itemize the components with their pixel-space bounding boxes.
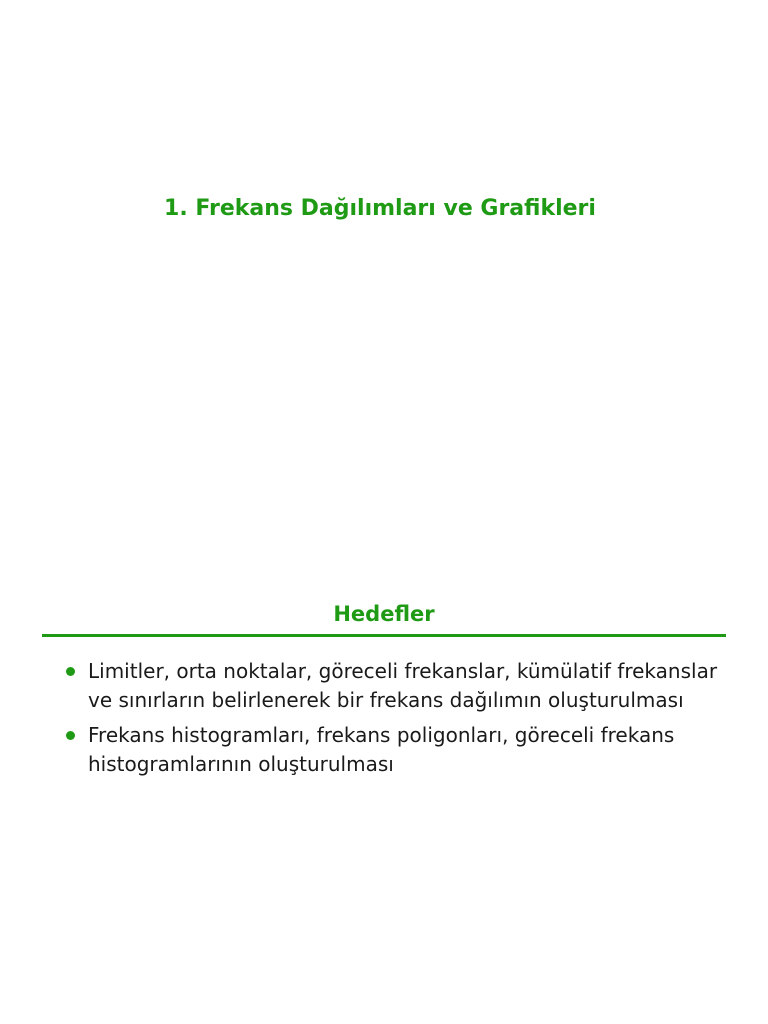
- bullet-icon: [66, 731, 75, 740]
- list-item: [64, 721, 744, 779]
- chapter-title: 1. Frekans Dağılımları ve Grafikleri: [164, 196, 596, 221]
- bullet-icon: [66, 667, 75, 676]
- section-heading: Hedefler: [333, 602, 435, 626]
- section-divider: [42, 634, 726, 637]
- objective-text: Frekans histogramları, frekans poligonları, göreceli frekans histogramlarının oluşturulması: [88, 723, 675, 776]
- list-item: [64, 657, 744, 715]
- objectives-list: [64, 657, 744, 785]
- objective-text: Limitler, orta noktalar, göreceli frekanslar, kümülatif frekanslar ve sınırların belirlenerek bir frekans dağılımın oluşturulması: [88, 659, 718, 712]
